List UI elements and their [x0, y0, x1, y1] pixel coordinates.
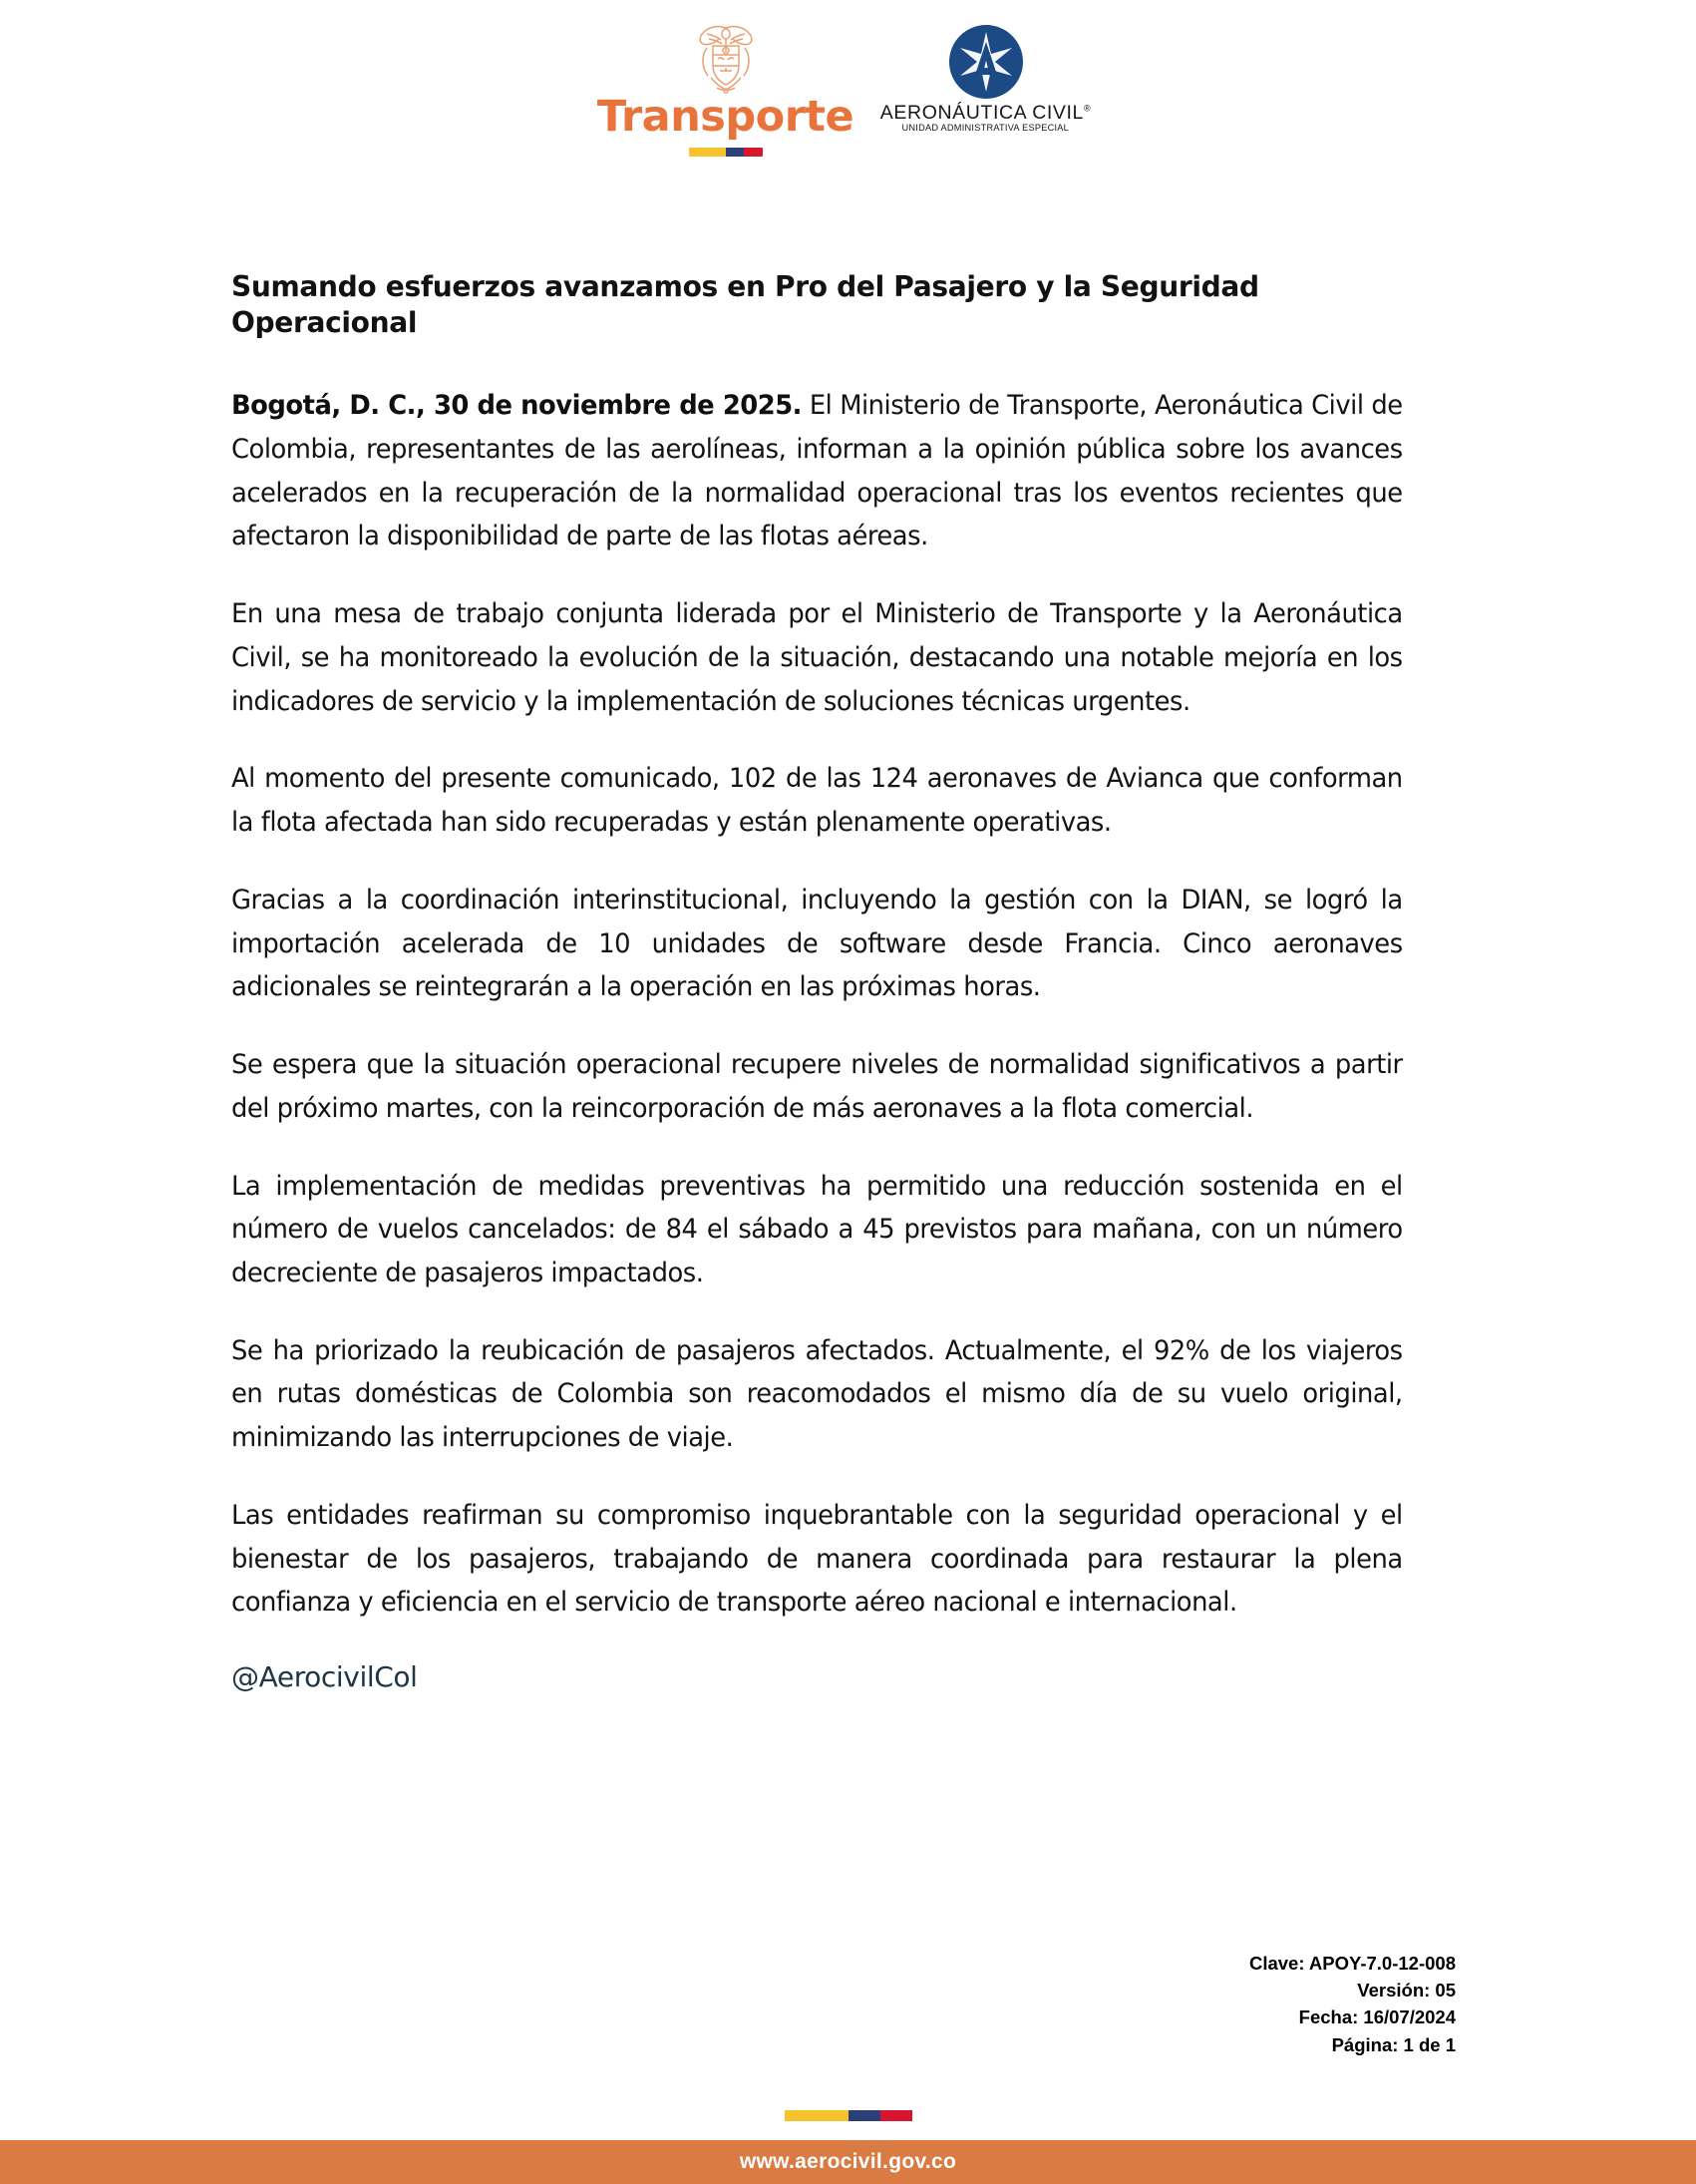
paragraph-1-text: El Ministerio de Transporte, Aeronáutica Civil de Colombia, representantes de las aerolíneas, informan a la opinión pública sobre los avances acelerados en la recuperación de la normalidad operacional tras los eventos recientes que afectaron la disponibilidad de parte de las flotas aéreas. — [231, 390, 1403, 552]
document-body — [231, 269, 1458, 1693]
aerocivil-subtitle: UNIDAD ADMINISTRATIVA ESPECIAL — [901, 123, 1070, 135]
metadata-fecha: Fecha: 16/07/2024 — [1298, 2006, 1456, 2028]
transporte-logo — [596, 22, 854, 157]
footer-colombia-flag-icon — [785, 2110, 912, 2121]
aerocivil-emblem-icon — [948, 24, 1024, 100]
paragraph-5: Se espera que la situación operacional recupere niveles de normalidad significativos a partir del próximo martes, con la reincorporación de más aeronaves a la flota comercial. — [231, 1049, 1403, 1124]
document-metadata — [1249, 1950, 1456, 2058]
registered-mark-icon: ® — [1083, 103, 1092, 114]
colombia-coat-of-arms-icon — [687, 22, 765, 94]
paragraph-8: Las entidades reafirman su compromiso inquebrantable con la seguridad operacional y el bienestar de los pasajeros, trabajando de manera coordinada para restaurar la plena confianza y eficiencia en el servicio de transporte aéreo nacional e internacional. — [231, 1499, 1403, 1619]
page-title: Sumando esfuerzos avanzamos en Pro del Pasajero y la Seguridad Operacional — [231, 270, 1259, 339]
transporte-wordmark: Transporte — [596, 92, 854, 142]
aerocivil-logo — [879, 22, 1092, 135]
footer-website-url[interactable]: www.aerocivil.gov.co — [739, 2150, 957, 2173]
paragraph-6: La implementación de medidas preventivas ha permitido una reducción sostenida en el número de vuelos cancelados: de 84 el sábado a 45 previstos para mañana, con un número decreciente de pasajeros impactados. — [231, 1170, 1403, 1288]
paragraph-3: Al momento del presente comunicado, 102 de las 124 aeronaves de Avianca que conforman la flota afectada han sido recuperadas y están plenamente operativas. — [231, 763, 1403, 839]
dateline: Bogotá, D. C., 30 de noviembre de 2025. — [231, 390, 803, 422]
metadata-clave: Clave: APOY-7.0-12-008 — [1248, 1953, 1456, 1974]
aerocivil-name — [880, 103, 1091, 123]
paragraph-4: Gracias a la coordinación interinstitucional, incluyendo la gestión con la DIAN, se logró la importación acelerada de 10 unidades de software desde Francia. Cinco aeronaves adicionales se reintegrarán a la operación en las próximas horas. — [231, 884, 1403, 1003]
paragraph-1 — [231, 384, 1403, 558]
social-handle[interactable]: @AerocivilCol — [231, 1660, 418, 1694]
footer-bar — [0, 2140, 1696, 2184]
document-header — [0, 22, 1696, 172]
colombia-flag-icon — [689, 148, 763, 157]
paragraph-7: Se ha priorizado la reubicación de pasajeros afectados. Actualmente, el 92% de los viajeros en rutas domésticas de Colombia son reacomodados el mismo día de su vuelo original, minimizando las interrupciones de viaje. — [231, 1334, 1403, 1454]
paragraph-2: En una mesa de trabajo conjunta liderada por el Ministerio de Transporte y la Aeronáutica Civil, se ha monitoreado la evolución de la situación, destacando una notable mejoría en los indicadores de servicio y la implementación de soluciones técnicas urgentes. — [231, 598, 1403, 717]
metadata-pagina: Página: 1 de 1 — [1331, 2033, 1456, 2055]
aerocivil-name-text: AERONÁUTICA CIVIL — [879, 102, 1084, 124]
metadata-version: Versión: 05 — [1357, 1980, 1456, 2002]
